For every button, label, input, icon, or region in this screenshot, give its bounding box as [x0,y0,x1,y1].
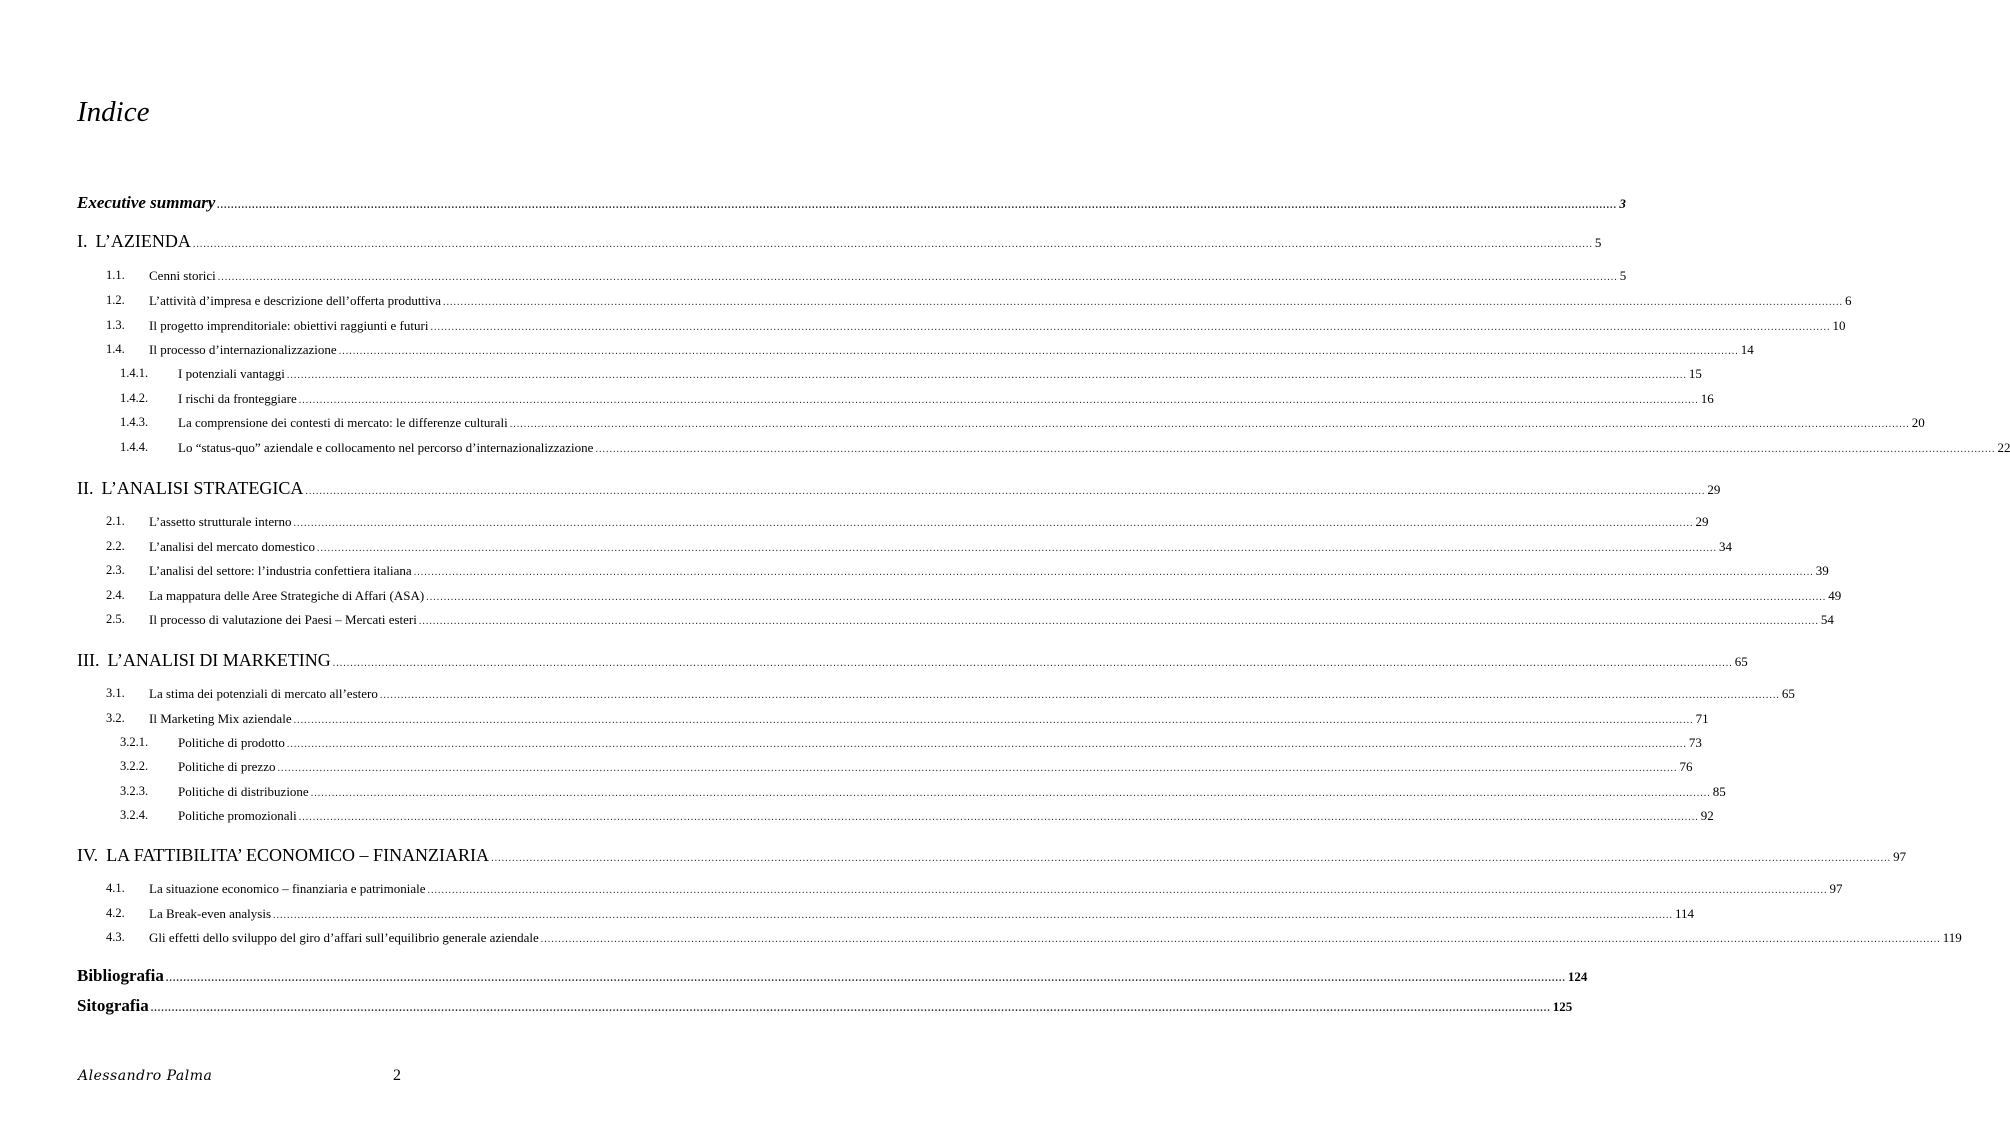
toc-entry[interactable] [0,711,1709,735]
toc-entry-number: 1.4.1. [120,366,149,380]
toc-dot-leader: ................................................................................................................................................................................................................................................................................................................................................................................................................ [217,272,1618,283]
toc-entry-label: I rischi da fronteggiare [178,391,297,406]
toc-entry-label: L’analisi del mercato domestico [149,539,315,554]
toc-entry-label: La Break-even analysis [149,906,272,921]
toc-entry-page: 119 [1942,930,1962,945]
toc-entry-label: Cenni storici [149,268,216,283]
toc-dot-leader: ................................................................................................................................................................................................................................................................................................................................................................................................................ [165,973,1566,984]
toc-dot-leader: ................................................................................................................................................................................................................................................................................................................................................................................................................ [430,322,1831,333]
toc-entry-page: 3 [1619,196,1626,211]
toc-entry[interactable] [0,881,1843,905]
toc-entry-label: Il Marketing Mix aziendale [149,711,292,726]
toc-entry-page: 10 [1832,318,1846,333]
toc-entry-page: 5 [1619,268,1627,283]
toc-dot-leader: ................................................................................................................................................................................................................................................................................................................................................................................................................ [540,934,1941,945]
toc-dot-leader: ................................................................................................................................................................................................................................................................................................................................................................................................................ [379,690,1780,701]
toc-dot-leader: ................................................................................................................................................................................................................................................................................................................................................................................................................ [426,592,1827,603]
toc-entry[interactable] [0,808,1714,832]
toc-entry[interactable] [0,342,1754,366]
toc-dot-leader: ................................................................................................................................................................................................................................................................................................................................................................................................................ [286,739,1687,750]
toc-entry-label: La stima dei potenziali di mercato all’estero [149,686,378,701]
toc-entry-page: 85 [1712,784,1726,799]
toc-entry-number: 3.2.4. [120,808,149,822]
toc-dot-leader: ................................................................................................................................................................................................................................................................................................................................................................................................................ [150,1003,1551,1014]
toc-entry-page: 20 [1911,415,1925,430]
toc-entry-number: 1.4.2. [120,391,149,405]
toc-entry-page: 49 [1828,588,1842,603]
toc-entry[interactable] [0,193,1626,217]
toc-entry[interactable] [0,996,1573,1020]
toc-entry-page: 73 [1688,735,1702,750]
toc-entry-page: 39 [1815,563,1829,578]
toc-entry[interactable] [0,686,1795,710]
toc-entry-number: 2.3. [106,563,125,577]
toc-entry-page: 125 [1552,999,1573,1014]
toc-entry-number: 2.2. [106,539,125,553]
toc-entry-number: 1.2. [106,293,125,307]
toc-entry-number: 1.4. [106,342,125,356]
toc-entry-page: 14 [1740,342,1754,357]
toc-entry-number: 3.2.3. [120,784,149,798]
toc-entry-page: 71 [1695,711,1709,726]
toc-entry-page: 92 [1700,808,1714,823]
toc-dot-leader: ................................................................................................................................................................................................................................................................................................................................................................................................................ [298,812,1699,823]
toc-entry-page: 97 [1893,849,1907,864]
toc-entry-page: 29 [1707,482,1721,497]
toc-entry-page: 54 [1820,612,1834,627]
toc-entry-label: L’analisi del settore: l’industria confettiera italiana [149,563,412,578]
toc-entry-label: Il processo d’internazionalizzazione [149,342,337,357]
toc-dot-leader: ................................................................................................................................................................................................................................................................................................................................................................................................................ [413,567,1814,578]
toc-entry[interactable] [0,845,1907,869]
toc-dot-leader: ................................................................................................................................................................................................................................................................................................................................................................................................................ [427,885,1828,896]
toc-entry-label: Politiche di distribuzione [178,784,309,799]
toc-entry-label: La situazione economico – finanziaria e patrimoniale [149,881,426,896]
toc-entry-page: 65 [1734,654,1748,669]
toc-entry[interactable] [0,539,1732,563]
toc-dot-leader: ................................................................................................................................................................................................................................................................................................................................................................................................................ [332,658,1733,669]
toc-entry-page: 124 [1567,969,1588,984]
toc-entry[interactable] [0,391,1714,415]
toc-entry-number: II. [77,478,94,498]
toc-dot-leader: ................................................................................................................................................................................................................................................................................................................................................................................................................ [293,715,1694,726]
toc-entry-number: 3.1. [106,686,125,700]
toc-entry[interactable] [0,784,1726,808]
toc-entry-number: 2.5. [106,612,125,626]
toc-entry-label: L’assetto strutturale interno [149,514,292,529]
toc-entry[interactable] [0,366,1702,390]
toc-entry-number: 3.2.1. [120,735,149,749]
toc-entry-number: 1.4.4. [120,440,149,454]
toc-dot-leader: ................................................................................................................................................................................................................................................................................................................................................................................................................ [217,200,1618,211]
toc-entry-label: L’AZIENDA [95,231,191,251]
toc-entry[interactable] [0,759,1693,783]
toc-entry-page: 114 [1675,906,1695,921]
toc-entry-page: 97 [1829,881,1843,896]
toc-entry-number: 3.2.2. [120,759,149,773]
toc-entry[interactable] [0,318,1846,342]
toc-entry-label: Lo “status-quo” aziendale e collocamento nel percorso d’internazionalizzazione [178,440,594,455]
toc-dot-leader: ................................................................................................................................................................................................................................................................................................................................................................................................................ [305,486,1706,497]
toc-entry[interactable] [0,440,2010,464]
toc-entry[interactable] [0,930,1962,954]
toc-entry-page: 76 [1679,759,1693,774]
toc-dot-leader: ................................................................................................................................................................................................................................................................................................................................................................................................................ [310,788,1711,799]
toc-entry-number: I. [77,231,88,251]
toc-dot-leader: ................................................................................................................................................................................................................................................................................................................................................................................................................ [298,395,1699,406]
toc-entry-label: I potenziali vantaggi [178,366,285,381]
toc-entry-page: 22 [1997,440,2010,455]
toc-entry-number: 1.3. [106,318,125,332]
toc-entry[interactable] [0,415,1925,439]
toc-entry-label: Politiche di prezzo [178,759,276,774]
toc-entry[interactable] [0,650,1748,674]
toc-entry-label: L’ANALISI STRATEGICA [101,478,304,498]
toc-entry-page: 16 [1700,391,1714,406]
toc-dot-leader: ................................................................................................................................................................................................................................................................................................................................................................................................................ [509,419,1910,430]
toc-dot-leader: ................................................................................................................................................................................................................................................................................................................................................................................................................ [277,763,1678,774]
toc-dot-leader: ................................................................................................................................................................................................................................................................................................................................................................................................................ [286,370,1687,381]
toc-entry-page: 15 [1688,366,1702,381]
toc-entry-label: La comprensione dei contesti di mercato: le differenze culturali [178,415,508,430]
toc-entry-label: La mappatura delle Aree Strategiche di Affari (ASA) [149,588,425,603]
toc-entry-number: 4.1. [106,881,125,895]
toc-entry[interactable] [0,563,1829,587]
toc-entry-number: 4.2. [106,906,125,920]
toc-dot-leader: ................................................................................................................................................................................................................................................................................................................................................................................................................ [316,543,1717,554]
toc-dot-leader: ................................................................................................................................................................................................................................................................................................................................................................................................................ [443,297,1844,308]
toc-entry-number: 2.1. [106,514,125,528]
toc-entry-page: 29 [1695,514,1709,529]
toc-entry[interactable] [0,735,1702,759]
toc-entry-number: III. [77,650,100,670]
toc-entry[interactable] [0,906,1695,930]
page-title: Indice [77,96,150,128]
toc-entry[interactable] [0,588,1842,612]
toc-entry-number: 2.4. [106,588,125,602]
toc-entry-number: 1.1. [106,268,125,282]
toc-entry[interactable] [0,268,1627,292]
toc-entry-number: 1.4.3. [120,415,149,429]
toc-entry[interactable] [0,293,1852,317]
toc-entry[interactable] [0,231,1602,255]
toc-dot-leader: ................................................................................................................................................................................................................................................................................................................................................................................................................ [273,910,1674,921]
toc-dot-leader: ................................................................................................................................................................................................................................................................................................................................................................................................................ [595,444,1996,455]
toc-entry-label: Executive summary [77,193,216,212]
toc-entry-label: L’ANALISI DI MARKETING [107,650,331,670]
toc-dot-leader: ................................................................................................................................................................................................................................................................................................................................................................................................................ [491,853,1892,864]
toc-entry-label: LA FATTIBILITA’ ECONOMICO – FINANZIARIA [106,845,490,865]
toc-entry-number: IV. [77,845,99,865]
toc-entry-label: Gli effetti dello sviluppo del giro d’affari sull’equilibrio generale aziendale [149,930,539,945]
toc-entry[interactable] [0,478,1721,502]
toc-entry-label: Il processo di valutazione dei Paesi – Mercati esteri [149,612,417,627]
toc-entry[interactable] [0,612,1834,636]
toc-entry-label: Politiche di prodotto [178,735,285,750]
toc-entry-page: 5 [1594,235,1602,250]
toc-entry-page: 34 [1718,539,1732,554]
footer-author: Alessandro Palma [78,1068,213,1084]
toc-entry[interactable] [0,514,1709,538]
toc-entry-number: 4.3. [106,930,125,944]
toc-dot-leader: ................................................................................................................................................................................................................................................................................................................................................................................................................ [192,239,1593,250]
toc-entry-page: 6 [1845,293,1852,308]
toc-entry-page: 65 [1781,686,1795,701]
toc-entry-label: Il progetto imprenditoriale: obiettivi raggiunti e futuri [149,318,429,333]
toc-entry-number: 3.2. [106,711,125,725]
toc-entry-label: L’attività d’impresa e descrizione dell’offerta produttiva [149,293,442,308]
toc-entry-label: Sitografia [77,996,149,1015]
toc-dot-leader: ................................................................................................................................................................................................................................................................................................................................................................................................................ [418,616,1819,627]
footer-page-number: 2 [393,1067,401,1084]
toc-entry-label: Bibliografia [77,966,164,985]
toc-dot-leader: ................................................................................................................................................................................................................................................................................................................................................................................................................ [338,346,1739,357]
toc-dot-leader: ................................................................................................................................................................................................................................................................................................................................................................................................................ [293,518,1694,529]
toc-entry[interactable] [0,966,1588,990]
toc-entry-label: Politiche promozionali [178,808,297,823]
